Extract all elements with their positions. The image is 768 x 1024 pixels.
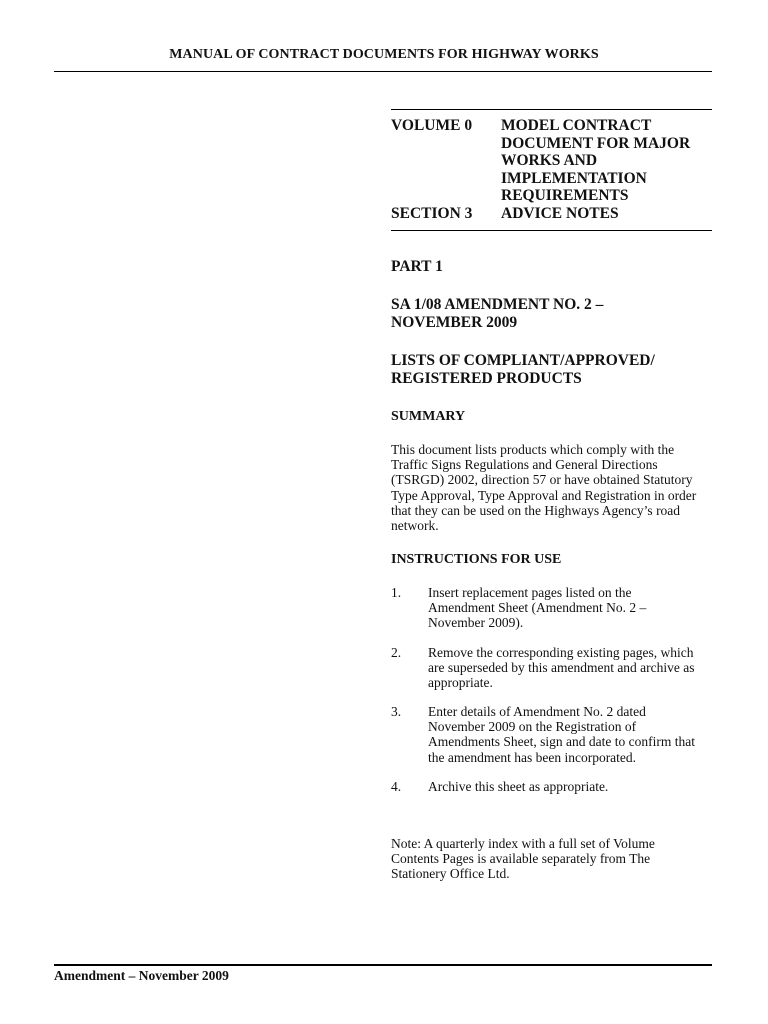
instruction-text	[428, 645, 716, 691]
instruction-line: Archive this sheet as appropriate.	[428, 779, 609, 794]
instruction-number: 3.	[391, 704, 402, 719]
note-line: Note: A quarterly index with a full set of Volume	[391, 836, 655, 851]
amendment-heading-line: SA 1/08 AMENDMENT NO. 2 –	[391, 296, 604, 313]
section-title: ADVICE NOTES	[501, 204, 619, 222]
instruction-line: are superseded by this amendment and archive as	[428, 660, 695, 676]
volume-title-line: DOCUMENT FOR MAJOR	[501, 134, 691, 152]
instruction-line: Amendment Sheet (Amendment No. 2 –	[428, 600, 647, 616]
instruction-text	[428, 779, 716, 794]
volume-bottom-rule	[391, 230, 712, 231]
summary-heading: SUMMARY	[391, 409, 466, 424]
volume-title-line: MODEL CONTRACT	[501, 117, 652, 134]
instructions-heading: INSTRUCTIONS FOR USE	[391, 552, 562, 567]
summary-line: (TSRGD) 2002, direction 57 or have obtained Statutory	[391, 472, 693, 488]
note-line: Contents Pages is available separately from The	[391, 851, 651, 867]
instruction-number: 1.	[391, 585, 402, 600]
instruction-text	[428, 585, 716, 631]
volume-title-line: WORKS AND	[501, 152, 598, 169]
instruction-item	[391, 779, 716, 794]
instruction-line: November 2009).	[428, 615, 524, 631]
instruction-line: Amendments Sheet, sign and date to confirm that	[428, 734, 695, 750]
header-rule	[54, 71, 712, 72]
instruction-number: 4.	[391, 779, 402, 794]
volume-title	[501, 117, 713, 205]
lists-heading	[391, 352, 713, 388]
note-paragraph	[391, 836, 716, 882]
footer-rule	[54, 964, 712, 966]
instruction-line: Enter details of Amendment No. 2 dated	[428, 704, 646, 719]
instruction-item	[391, 645, 716, 691]
summary-line: Traffic Signs Regulations and General Directions	[391, 457, 658, 473]
volume-top-rule	[391, 109, 712, 110]
instruction-line: November 2009 on the Registration of	[428, 719, 637, 735]
instruction-item	[391, 704, 716, 765]
section-label: SECTION 3	[391, 204, 473, 222]
instruction-number: 2.	[391, 645, 402, 660]
volume-section-block	[391, 117, 713, 222]
part-heading: PART 1	[391, 258, 443, 275]
summary-line: that they can be used on the Highways Agency’s road	[391, 502, 681, 518]
instruction-line: Remove the corresponding existing pages, which	[428, 645, 694, 660]
summary-line: This document lists products which comply with the	[391, 442, 675, 457]
summary-paragraph	[391, 442, 716, 533]
lists-heading-line: REGISTERED PRODUCTS	[391, 370, 582, 387]
summary-line: Type Approval, Type Approval and Registration in order	[391, 487, 697, 503]
instruction-line: appropriate.	[428, 675, 493, 691]
instruction-line: Insert replacement pages listed on the	[428, 585, 632, 600]
volume-title-line: IMPLEMENTATION	[501, 169, 647, 187]
footer-amendment-date: Amendment – November 2009	[54, 968, 229, 983]
volume-title-line: REQUIREMENTS	[501, 187, 629, 204]
manual-title: MANUAL OF CONTRACT DOCUMENTS FOR HIGHWAY WORKS	[169, 47, 599, 62]
note-line: Stationery Office Ltd.	[391, 866, 510, 882]
volume-row	[391, 117, 713, 205]
instruction-line: the amendment has been incorporated.	[428, 749, 637, 765]
instruction-item	[391, 585, 716, 631]
instruction-text	[428, 704, 716, 765]
volume-label: VOLUME 0	[391, 117, 473, 134]
section-row	[391, 205, 713, 223]
lists-heading-line: LISTS OF COMPLIANT/APPROVED/	[391, 352, 655, 369]
amendment-heading	[391, 296, 713, 332]
summary-line: network.	[391, 518, 439, 534]
amendment-heading-line: NOVEMBER 2009	[391, 314, 518, 331]
